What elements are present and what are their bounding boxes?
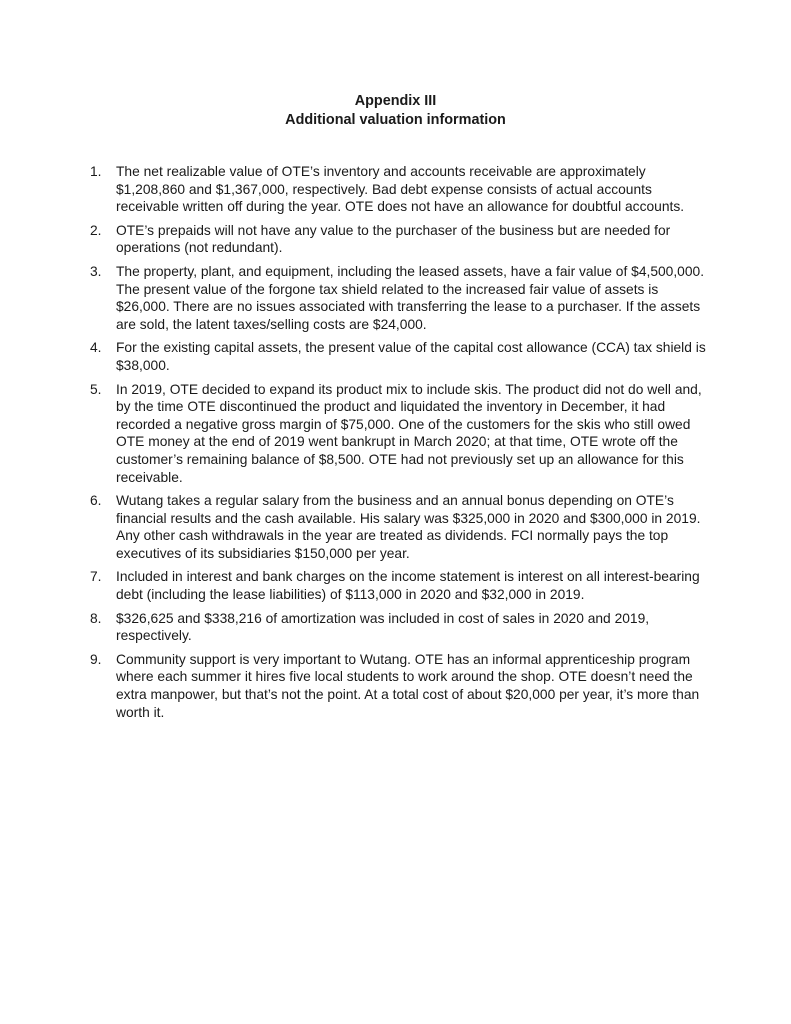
item-text: Included in interest and bank charges on the income statement is interest on all interest-bearing debt (including the lease liabilities) of $113,000 in 2020 and $32,000 in 2019. [116, 569, 700, 603]
page-title: Appendix III [354, 93, 437, 109]
item-number: 8. [90, 610, 102, 626]
list-item [88, 263, 710, 333]
item-number: 9. [90, 651, 102, 667]
list-item [88, 339, 710, 374]
item-number: 6. [90, 493, 102, 509]
item-text: In 2019, OTE decided to expand its product mix to include skis. The product did not do well and, by the time OTE discontinued the product and liquidated the inventory in December, it had recorded a negative gross margin of $75,000. One of the customers for the skis who still owed OTE money at the end of 2019 went bankrupt in March 2020; at that time, OTE wrote off the customer’s remaining balance of $8,500. OTE had not previously set up an allowance for this receivable. [116, 381, 702, 485]
item-number: 3. [90, 263, 102, 279]
item-text: $326,625 and $338,216 of amortization was included in cost of sales in 2020 and 2019, respectively. [116, 610, 650, 644]
page-subtitle: Additional valuation information [285, 112, 506, 128]
list-item [88, 381, 710, 487]
list-item [88, 222, 710, 257]
item-text: The net realizable value of OTE’s inventory and accounts receivable are approximately $1,208,860 and $1,367,000, respectively. Bad debt expense consists of actual accounts receivable written off during the year. OTE does not have an allowance for doubtful accounts. [116, 164, 685, 215]
item-number: 7. [90, 569, 102, 585]
item-text: OTE’s prepaids will not have any value to the purchaser of the business but are needed for operations (not redundant). [116, 222, 671, 256]
numbered-list [88, 163, 710, 727]
item-number: 2. [90, 222, 102, 238]
item-text: The property, plant, and equipment, including the leased assets, have a fair value of $4,500,000. The present value of the forgone tax shield related to the increased fair value of assets is $26,000. There are no issues associated with transferring the lease to a purchaser. If the assets are sold, the latent taxes/selling costs are $24,000. [116, 263, 705, 332]
item-number: 1. [90, 164, 102, 179]
item-number: 5. [90, 381, 102, 397]
item-text: Community support is very important to Wutang. OTE has an informal apprenticeship program where each summer it hires five local students to work around the shop. OTE doesn’t need the extra manpower, but that’s not the point. At a total cost of about $20,000 per year, it’s more than worth it. [116, 651, 700, 720]
list-item [88, 568, 710, 603]
list-item [88, 492, 710, 562]
list-item [88, 651, 710, 721]
page-heading [0, 92, 791, 130]
item-text: For the existing capital assets, the present value of the capital cost allowance (CCA) tax shield is $38,000. [116, 340, 706, 373]
item-number: 4. [90, 340, 102, 356]
list-item [88, 163, 710, 216]
list-item [88, 610, 710, 645]
item-text: Wutang takes a regular salary from the business and an annual bonus depending on OTE’s financial results and the cash available. His salary was $325,000 in 2020 and $300,000 in 2019. Any other cash withdrawals in the year are treated as dividends. FCI normally pays the top executives of its subsidiaries $150,000 per year. [116, 493, 701, 561]
